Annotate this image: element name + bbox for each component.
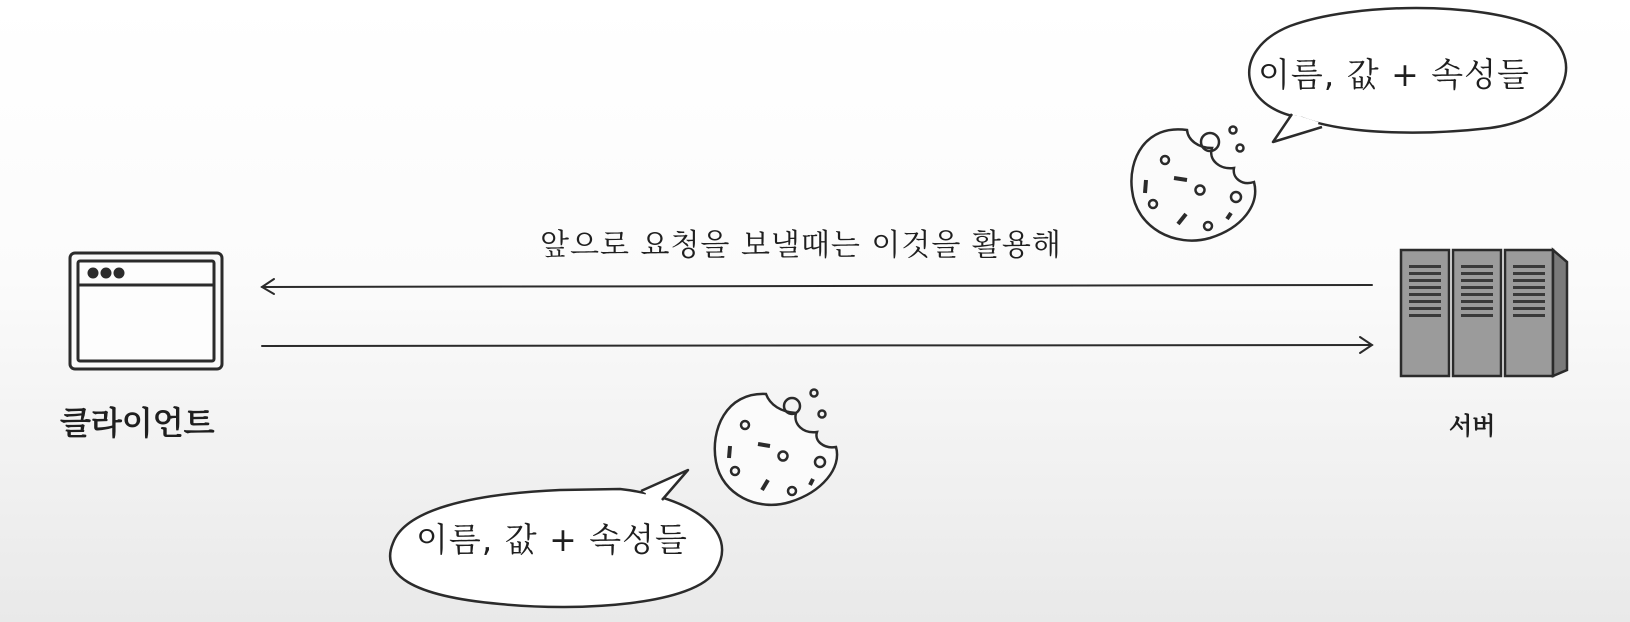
request-arrow	[262, 337, 1372, 353]
cookie-icon	[715, 390, 837, 505]
speech-bubble-top-text: 이름, 값 + 속성들	[1258, 55, 1530, 94]
server-label: 서버	[1449, 412, 1496, 440]
browser-window-icon	[70, 253, 222, 369]
server-rack-icon	[1401, 250, 1567, 376]
response-arrow-label: 앞으로 요청을 보낼때는 이것을 활용해	[540, 228, 1062, 263]
speech-bubble-bottom-text: 이름, 값 + 속성들	[416, 520, 688, 559]
client-label: 클라이언트	[60, 404, 215, 442]
response-arrow	[262, 279, 1372, 294]
cookie-icon	[1131, 127, 1255, 241]
